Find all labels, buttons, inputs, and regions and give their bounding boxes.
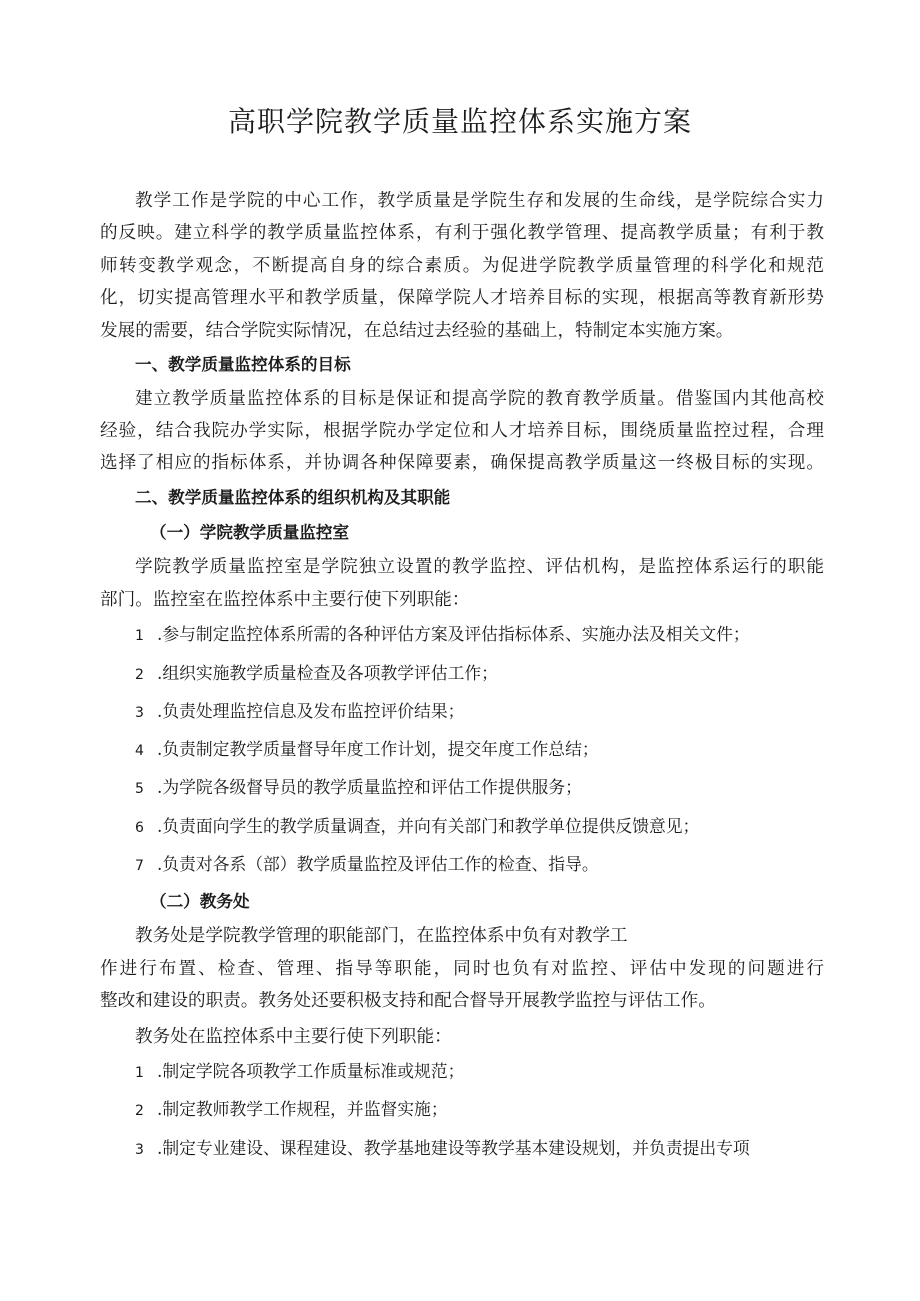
list-item-text: .制定专业建设、课程建设、教学基地建设等教学基本建设规划，并负责提出专项	[157, 1137, 750, 1158]
list-item-number: 3	[135, 1141, 144, 1158]
list-item-number: 2	[135, 666, 144, 683]
list-item-text: .组织实施教学质量检查及各项教学评估工作；	[157, 662, 498, 683]
list-item-number: 6	[135, 819, 144, 836]
list-item-number: 5	[135, 781, 144, 798]
list-item-text: .负责对各系（部）教学质量监控及评估工作的检查、指导。	[157, 854, 599, 875]
subsection-2-line: 教务处在监控体系中主要行使下列职能：	[135, 1026, 452, 1047]
subsection-1-heading: （一）学院教学质量监控室	[150, 523, 350, 543]
intro-line: 发展的需要，结合学院实际情况，在总结过去经验的基础上，特制定本实施方案。	[100, 320, 734, 341]
list-item-text: .为学院各级督导员的教学质量监控和评估工作提供服务；	[157, 777, 582, 798]
subsection-2-line: 整改和建设的职责。教务处还要积极支持和配合督导开展教学监控与评估工作。	[100, 991, 716, 1012]
intro-line: 的反映。建立科学的教学质量监控体系，有利于强化教学管理、提高教学质量；有利于教	[100, 223, 824, 244]
list-item-number: 4	[135, 743, 144, 760]
list-item	[100, 655, 824, 693]
section-1-line: 选择了相应的指标体系，并协调各种保障要素，确保提高教学质量这一终极目标的实现。	[100, 453, 824, 474]
section-1-paragraph	[100, 383, 824, 480]
list-item-text: .制定学院各项教学工作质量标准或规范；	[157, 1060, 465, 1081]
list-item	[100, 846, 824, 884]
subsection-1-paragraph	[100, 551, 824, 616]
list-item-text: .制定教师教学工作规程，并监督实施；	[157, 1099, 448, 1120]
document-title: 高职学院教学质量监控体系实施方案	[227, 105, 692, 138]
subsection-1-line: 部门。监控室在监控体系中主要行使下列职能：	[100, 589, 470, 610]
intro-paragraph	[100, 185, 824, 347]
list-item	[100, 808, 824, 846]
list-item-number: 3	[135, 704, 144, 721]
section-1-line: 经验，结合我院办学实际，根据学院办学定位和人才培养目标，围绕质量监控过程，合理	[100, 421, 824, 442]
section-1-line: 建立教学质量监控体系的目标是保证和提高学院的教育教学质量。借鉴国内其他高校	[135, 388, 824, 409]
list-item-text: .参与制定监控体系所需的各种评估方案及评估指标体系、实施办法及相关文件；	[157, 624, 750, 645]
list-item	[100, 1053, 824, 1091]
list-item	[100, 693, 824, 731]
list-item	[100, 1130, 824, 1168]
section-2-heading: 二、教学质量监控体系的组织机构及其职能	[135, 487, 451, 507]
list-item	[100, 1091, 824, 1129]
subsection-2-heading: （二）教务处	[150, 892, 250, 912]
subsection-2-line: 作进行布置、检查、管理、指导等职能，同时也负有对监控、评估中发现的问题进行	[100, 958, 824, 979]
list-item-number: 7	[135, 858, 144, 875]
list-item-number: 2	[135, 1103, 144, 1120]
subsection-1-list	[100, 616, 824, 884]
list-item	[100, 769, 824, 807]
intro-line: 化，切实提高管理水平和教学质量，保障学院人才培养目标的实现，根据高等教育新形势	[100, 288, 824, 309]
list-item-text: .负责处理监控信息及发布监控评价结果；	[157, 700, 465, 721]
list-item-text: .负责面向学生的教学质量调查，并向有关部门和教学单位提供反馈意见；	[157, 815, 700, 836]
subsection-2-paragraph	[100, 920, 824, 1053]
list-item-number: 1	[135, 628, 144, 645]
section-1-heading: 一、教学质量监控体系的目标	[135, 355, 351, 375]
list-item-text: .负责制定教学质量督导年度工作计划，提交年度工作总结；	[157, 739, 599, 760]
subsection-2-list	[100, 1053, 824, 1168]
document-body	[100, 185, 824, 1168]
subsection-1-line: 学院教学质量监控室是学院独立设置的教学监控、评估机构，是监控体系运行的职能	[135, 557, 824, 578]
list-item	[100, 616, 824, 654]
subsection-2-line: 教务处是学院教学管理的职能部门，在监控体系中负有对教学工	[135, 926, 628, 947]
intro-line: 教学工作是学院的中心工作，教学质量是学院生存和发展的生命线，是学院综合实力	[135, 191, 824, 211]
list-item-number: 1	[135, 1064, 144, 1081]
intro-line: 师转变教学观念，不断提高自身的综合素质。为促进学院教学质量管理的科学化和规范	[100, 255, 824, 276]
list-item	[100, 731, 824, 769]
